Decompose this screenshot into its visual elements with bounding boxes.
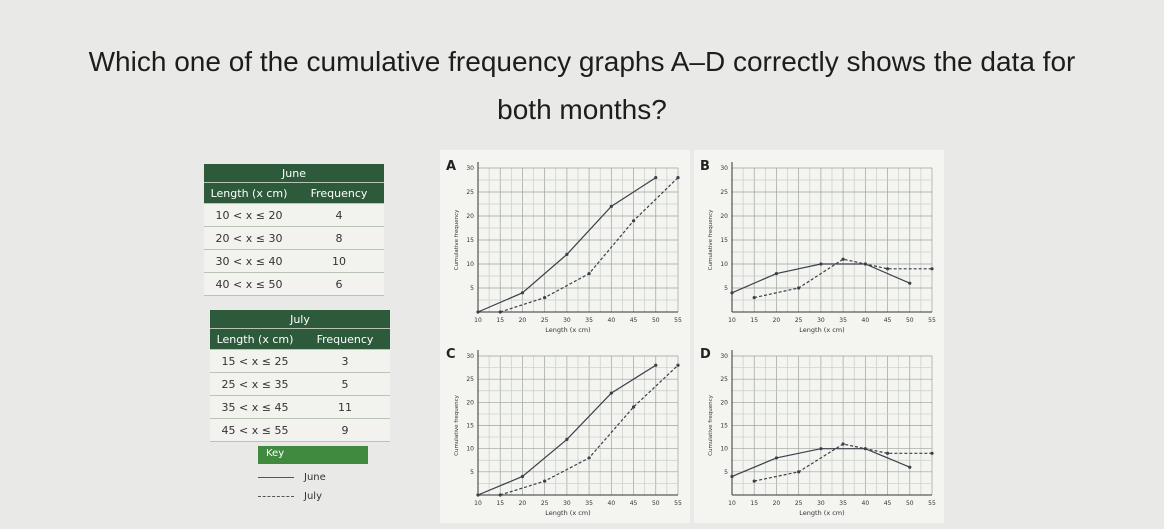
key-legend xyxy=(258,446,368,502)
x-tick-label: 40 xyxy=(861,317,870,324)
key-june-row xyxy=(258,472,368,483)
june-data-point xyxy=(654,176,657,179)
y-tick-label: 25 xyxy=(720,376,728,384)
graph-letter: D xyxy=(700,347,711,362)
y-tick-label: 10 xyxy=(466,261,474,268)
july-data-point xyxy=(588,272,591,275)
interval-cell: 30 < x ≤ 40 xyxy=(204,250,294,273)
question-line-1: Which one of the cumulative frequency graphs A–D correctly shows the data for xyxy=(88,46,1076,77)
june-data-point xyxy=(521,291,524,294)
x-tick-label: 45 xyxy=(883,317,892,324)
x-tick-label: 10 xyxy=(728,500,736,507)
y-tick-label: 25 xyxy=(466,189,474,196)
table-row xyxy=(204,227,384,250)
table-row xyxy=(204,250,384,273)
graph-panel-a xyxy=(440,150,690,340)
y-tick-label: 30 xyxy=(466,353,474,360)
june-data-point xyxy=(819,447,822,450)
x-tick-label: 55 xyxy=(928,500,936,507)
june-frequency-header: Frequency xyxy=(294,183,384,204)
x-tick-label: 35 xyxy=(839,500,847,507)
y-tick-label: 5 xyxy=(724,468,728,476)
y-tick-label: 20 xyxy=(466,399,474,407)
june-data-point xyxy=(476,310,479,313)
y-tick-label: 15 xyxy=(466,422,474,430)
x-axis-label: Length (x cm) xyxy=(545,326,591,334)
dashed-line-swatch xyxy=(258,496,294,497)
x-tick-label: 15 xyxy=(750,317,759,324)
july-data-point xyxy=(499,493,502,496)
july-data-point xyxy=(842,442,845,445)
july-data-point xyxy=(886,452,889,455)
x-tick-label: 20 xyxy=(518,317,527,324)
june-data-point xyxy=(775,456,778,459)
june-data-point xyxy=(565,438,568,441)
june-data-point xyxy=(819,262,822,265)
frequency-cell: 8 xyxy=(294,227,384,250)
x-tick-label: 25 xyxy=(794,500,803,507)
frequency-cell: 3 xyxy=(300,350,390,373)
june-data-point xyxy=(908,282,911,285)
x-tick-label: 10 xyxy=(474,500,482,507)
july-data-point xyxy=(753,296,756,299)
june-table xyxy=(204,164,384,296)
y-tick-label: 5 xyxy=(470,285,474,292)
interval-cell: 20 < x ≤ 30 xyxy=(204,227,294,250)
y-axis-label: Cumulative frequency xyxy=(454,209,460,271)
y-tick-label: 30 xyxy=(466,165,474,172)
june-table-title: June xyxy=(204,164,384,183)
x-tick-label: 20 xyxy=(518,500,527,507)
x-axis-label: Length (x cm) xyxy=(545,509,591,517)
graph-letter: B xyxy=(700,159,710,174)
x-tick-label: 30 xyxy=(563,500,571,507)
frequency-cell: 11 xyxy=(300,396,390,419)
x-tick-label: 50 xyxy=(651,500,660,507)
july-data-point xyxy=(588,456,591,459)
july-table-title: July xyxy=(210,310,390,329)
key-july-row xyxy=(258,491,368,502)
july-data-point xyxy=(930,452,933,455)
question-text xyxy=(0,38,1164,134)
july-table xyxy=(210,310,390,442)
x-tick-label: 55 xyxy=(674,317,682,324)
june-data-point xyxy=(610,205,613,208)
july-data-point xyxy=(543,480,546,483)
july-data-point xyxy=(676,364,679,367)
july-length-header: Length (x cm) xyxy=(210,329,300,350)
x-tick-label: 35 xyxy=(839,317,847,324)
frequency-cell: 9 xyxy=(300,419,390,442)
july-data-point xyxy=(499,310,502,313)
solid-line-swatch xyxy=(258,477,294,478)
table-row xyxy=(210,396,390,419)
x-tick-label: 30 xyxy=(817,500,825,507)
y-axis-label: Cumulative frequency xyxy=(708,395,714,456)
june-data-point xyxy=(730,475,733,478)
y-tick-label: 15 xyxy=(720,422,728,430)
x-tick-label: 40 xyxy=(861,500,870,507)
july-data-point xyxy=(886,267,889,270)
x-tick-label: 10 xyxy=(474,317,482,324)
x-tick-label: 40 xyxy=(607,317,616,324)
interval-cell: 15 < x ≤ 25 xyxy=(210,350,300,373)
interval-cell: 25 < x ≤ 35 xyxy=(210,373,300,396)
june-data-point xyxy=(476,493,479,496)
y-tick-label: 5 xyxy=(470,468,474,476)
x-tick-label: 25 xyxy=(540,317,549,324)
table-row xyxy=(210,373,390,396)
x-tick-label: 55 xyxy=(928,317,936,324)
x-axis-label: Length (x cm) xyxy=(799,326,845,334)
july-data-point xyxy=(797,286,800,289)
y-tick-label: 10 xyxy=(720,261,728,268)
x-tick-label: 50 xyxy=(905,317,914,324)
x-tick-label: 50 xyxy=(651,317,660,324)
y-tick-label: 15 xyxy=(466,237,474,244)
x-tick-label: 15 xyxy=(496,500,505,507)
graph-c xyxy=(440,338,690,523)
interval-cell: 35 < x ≤ 45 xyxy=(210,396,300,419)
july-data-point xyxy=(842,258,845,261)
june-data-point xyxy=(565,253,568,256)
x-tick-label: 30 xyxy=(817,317,825,324)
x-tick-label: 45 xyxy=(629,317,638,324)
june-data-point xyxy=(654,364,657,367)
graph-a xyxy=(440,150,690,340)
x-tick-label: 10 xyxy=(728,317,736,324)
x-tick-label: 30 xyxy=(563,317,571,324)
july-data-point xyxy=(797,470,800,473)
graph-panel-b xyxy=(694,150,944,340)
july-data-point xyxy=(930,267,933,270)
y-tick-label: 30 xyxy=(720,353,728,360)
y-axis-label: Cumulative frequency xyxy=(454,395,460,456)
y-tick-label: 10 xyxy=(466,445,474,453)
frequency-cell: 10 xyxy=(294,250,384,273)
y-tick-label: 20 xyxy=(720,213,728,220)
y-tick-label: 5 xyxy=(724,285,728,292)
frequency-cell: 4 xyxy=(294,204,384,227)
y-tick-label: 25 xyxy=(466,376,474,384)
x-tick-label: 20 xyxy=(772,317,781,324)
x-tick-label: 35 xyxy=(585,500,593,507)
july-data-point xyxy=(632,219,635,222)
question-line-2: both months? xyxy=(497,94,667,125)
x-tick-label: 20 xyxy=(772,500,781,507)
graph-panel-c xyxy=(440,338,690,523)
june-length-header: Length (x cm) xyxy=(204,183,294,204)
x-tick-label: 50 xyxy=(905,500,914,507)
key-june-label: June xyxy=(304,472,326,483)
july-data-point xyxy=(753,480,756,483)
key-title: Key xyxy=(258,446,368,464)
x-tick-label: 35 xyxy=(585,317,593,324)
x-tick-label: 40 xyxy=(607,500,616,507)
table-row xyxy=(210,350,390,373)
june-data-point xyxy=(610,391,613,394)
y-tick-label: 10 xyxy=(720,445,728,453)
table-row xyxy=(204,273,384,296)
y-tick-label: 20 xyxy=(466,213,474,220)
june-data-point xyxy=(908,466,911,469)
y-axis-label: Cumulative frequency xyxy=(708,209,714,271)
x-tick-label: 25 xyxy=(794,317,803,324)
june-data-point xyxy=(775,272,778,275)
y-tick-label: 15 xyxy=(720,237,728,244)
y-tick-label: 25 xyxy=(720,189,728,196)
july-data-point xyxy=(632,405,635,408)
x-axis-label: Length (x cm) xyxy=(799,509,845,517)
interval-cell: 40 < x ≤ 50 xyxy=(204,273,294,296)
x-tick-label: 55 xyxy=(674,500,682,507)
graph-d xyxy=(694,338,944,523)
x-tick-label: 25 xyxy=(540,500,549,507)
july-frequency-header: Frequency xyxy=(300,329,390,350)
july-data-point xyxy=(543,296,546,299)
graph-b xyxy=(694,150,944,340)
june-data-point xyxy=(521,475,524,478)
table-row xyxy=(210,419,390,442)
table-row xyxy=(204,204,384,227)
frequency-cell: 5 xyxy=(300,373,390,396)
graph-letter: C xyxy=(446,347,456,362)
key-july-label: July xyxy=(304,491,322,502)
x-tick-label: 45 xyxy=(629,500,638,507)
y-tick-label: 20 xyxy=(720,399,728,407)
graph-panel-d xyxy=(694,338,944,523)
interval-cell: 10 < x ≤ 20 xyxy=(204,204,294,227)
x-tick-label: 15 xyxy=(496,317,505,324)
interval-cell: 45 < x ≤ 55 xyxy=(210,419,300,442)
june-data-point xyxy=(730,291,733,294)
x-tick-label: 15 xyxy=(750,500,759,507)
y-tick-label: 30 xyxy=(720,165,728,172)
july-data-point xyxy=(676,176,679,179)
graph-letter: A xyxy=(446,159,457,174)
x-tick-label: 45 xyxy=(883,500,892,507)
frequency-cell: 6 xyxy=(294,273,384,296)
